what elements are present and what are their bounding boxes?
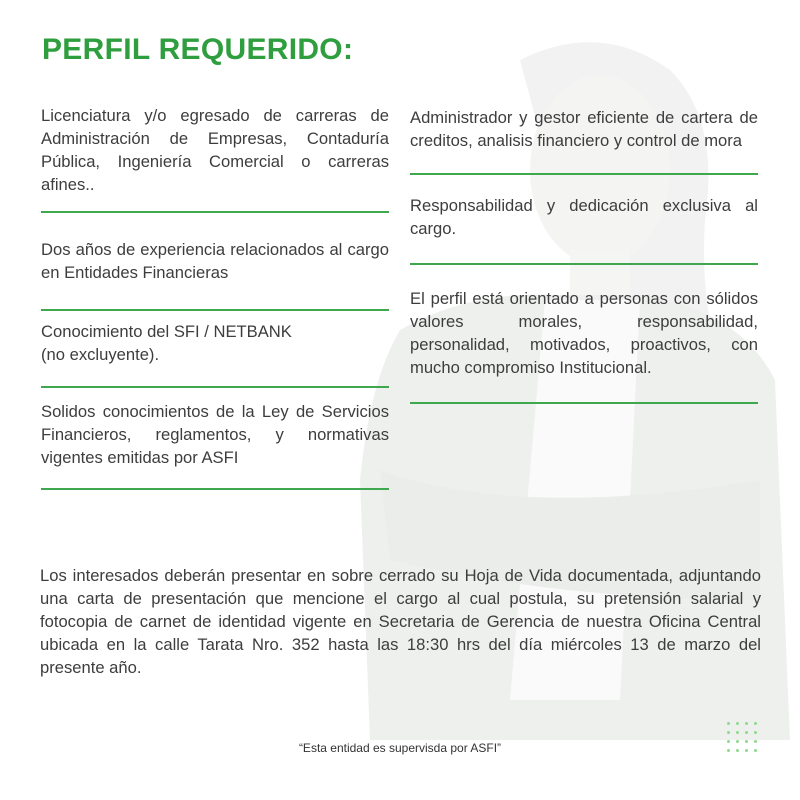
- decorative-dot: [727, 731, 730, 734]
- decorative-dot: [745, 731, 748, 734]
- decorative-dot: [736, 740, 739, 743]
- decorative-dot-grid: [727, 722, 763, 758]
- decorative-dot: [754, 722, 757, 725]
- divider-line: [41, 488, 389, 490]
- requirement-text: Dos años de experiencia relacionados al cargo en Entidades Financieras: [41, 240, 389, 282]
- requirement-text: Solidos conocimientos de la Ley de Servicios Financieros, reglamentos, y normativas vigentes emitidas por ASFI: [41, 402, 389, 467]
- requirement-text: Administrador y gestor eficiente de cartera de creditos, analisis financiero y control de mora: [410, 108, 758, 150]
- requirement-item: [41, 238, 389, 311]
- decorative-dot: [727, 740, 730, 743]
- requirement-item: [410, 194, 758, 265]
- divider-line: [410, 263, 758, 265]
- page-title: PERFIL REQUERIDO:: [42, 33, 354, 66]
- divider-line: [41, 309, 389, 311]
- decorative-dot: [736, 749, 739, 752]
- requirement-item: [41, 400, 389, 490]
- decorative-dot: [745, 722, 748, 725]
- requirement-item: [410, 287, 758, 404]
- application-instructions: Los interesados deberán presentar en sobre cerrado su Hoja de Vida documentada, adjuntando una carta de presentación que mencione el cargo al cual postula, su pretensión salarial y fotocopia de carnet de identidad vigente en Secretaria de Gerencia de nuestra Oficina Central ubicada en la calle Tarata Nro. 352 hasta las 18:30 hrs del día miércoles 13 de marzo del presente año.: [40, 566, 761, 677]
- decorative-dot: [754, 731, 757, 734]
- decorative-dot: [745, 740, 748, 743]
- divider-line: [410, 173, 758, 175]
- decorative-dot: [754, 749, 757, 752]
- decorative-dot: [754, 740, 757, 743]
- requirement-item: [41, 320, 389, 388]
- decorative-dot: [745, 749, 748, 752]
- left-requirements-column: [41, 104, 389, 490]
- right-requirements-column: [410, 106, 758, 404]
- decorative-dot: [727, 749, 730, 752]
- requirement-text: Conocimiento del SFI / NETBANK (no excluyente).: [41, 322, 292, 364]
- decorative-dot: [736, 731, 739, 734]
- divider-line: [41, 211, 389, 213]
- decorative-dot: [727, 722, 730, 725]
- divider-line: [410, 402, 758, 404]
- requirement-text: Responsabilidad y dedicación exclusiva al cargo.: [410, 196, 758, 238]
- requirement-text: El perfil está orientado a personas con sólidos valores morales, responsabilidad, personalidad, motivados, proactivos, con mucho compromiso Institucional.: [410, 289, 758, 377]
- requirement-item: [41, 104, 389, 213]
- requirement-text: Licenciatura y/o egresado de carreras de Administración de Empresas, Contaduría Pública, Ingeniería Comercial o carreras afines..: [41, 106, 389, 194]
- decorative-dot: [736, 722, 739, 725]
- requirement-item: [410, 106, 758, 175]
- supervision-note: “Esta entidad es supervisda por ASFI”: [298, 741, 502, 755]
- divider-line: [41, 386, 389, 388]
